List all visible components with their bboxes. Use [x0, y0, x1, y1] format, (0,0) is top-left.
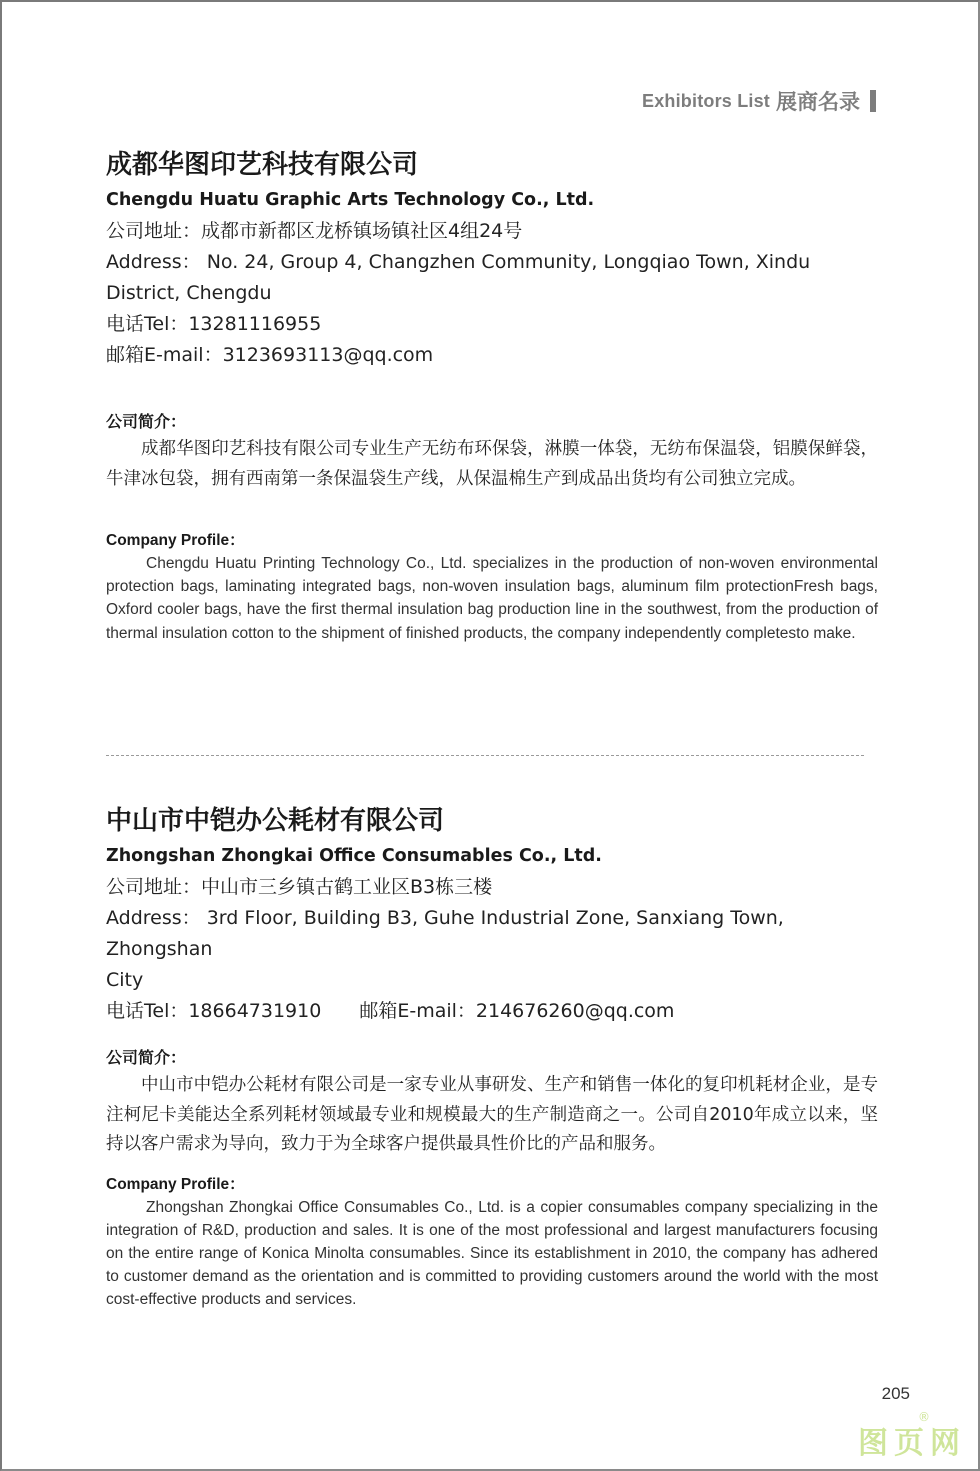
- contact-line: [106, 996, 878, 1027]
- company-name-en: Chengdu Huatu Graphic Arts Technology Co., Ltd.: [106, 190, 595, 210]
- address-en-line2: City: [106, 969, 144, 991]
- profile-cn-title: 公司简介：: [106, 412, 187, 431]
- watermark-logo: [858, 1410, 966, 1462]
- registered-mark-icon: ®: [918, 1410, 930, 1424]
- profile-en-title: Company Profile：: [106, 1175, 245, 1193]
- tel: 电话Tel：13281116955: [106, 313, 322, 335]
- address-en: [106, 247, 878, 309]
- profile-en-text: Zhongshan Zhongkai Office Consumables Co., Ltd. is a copier consumables company specializing in the integration of R&D, production and sales. It is one of the most professional and largest manufacturers focusing on the entire range of Konica Minolta consumables. Since its establishment in 2010, the company has adhered to customer demand as the orientation and is committed to providing customers around the world with the most cost-effective products and services.: [106, 1198, 878, 1309]
- address-en-line1: Address： 3rd Floor, Building B3, Guhe Industrial Zone, Sanxiang Town, Zhongshan: [106, 907, 784, 960]
- header-bar-decoration: [870, 90, 876, 112]
- company-name-cn: 中山市中铠办公耗材有限公司: [106, 806, 445, 836]
- company-entry: [106, 802, 878, 1312]
- email: 邮箱E-mail：214676260@qq.com: [359, 1000, 675, 1022]
- profile-en-title: Company Profile：: [106, 532, 245, 549]
- profile-cn-text: 中山市中铠办公耗材有限公司是一家专业从事研发、生产和销售一体化的复印机耗材企业，是专注柯尼卡美能达全系列耗材领域最专业和规模最大的生产制造商之一。公司自2010年成立以来，坚持以客户需求为导向，致力于为全球客户提供最具性价比的产品和服务。: [106, 1075, 878, 1154]
- company-entry: [106, 146, 878, 645]
- profile-en-text: Chengdu Huatu Printing Technology Co., Ltd. specializes in the production of non-woven environmental protection bags, laminating integrated bags, non-woven insulation bags, aluminum film protectionFresh bags, Oxford cooler bags, have the first thermal insulation bag production line in the southwest, from the production of thermal insulation cotton to the shipment of finished products, the company independently completesto make.: [106, 555, 878, 642]
- email: 邮箱E-mail：3123693113@qq.com: [106, 344, 434, 366]
- company-name-en: Zhongshan Zhongkai Office Consumables Co., Ltd.: [106, 846, 602, 866]
- profile-cn-text: 成都华图印艺科技有限公司专业生产无纺布环保袋，淋膜一体袋，无纺布保温袋，铝膜保鲜袋，牛津冰包袋，拥有西南第一条保温袋生产线，从保温棉生产到成品出货均有公司独立完成。: [106, 439, 878, 489]
- company-name-cn: 成都华图印艺科技有限公司: [106, 150, 419, 180]
- header-title-cn: 展商名录: [776, 90, 860, 114]
- address-cn: 公司地址：成都市新都区龙桥镇场镇社区4组24号: [106, 220, 523, 242]
- watermark-text: 图页网: [858, 1426, 966, 1461]
- address-cn: 公司地址：中山市三乡镇古鹤工业区B3栋三楼: [106, 876, 493, 898]
- address-en-line2: District, Chengdu: [106, 282, 272, 304]
- page-number: 205: [881, 1384, 910, 1403]
- address-en-line1: Address： No. 24, Group 4, Changzhen Community, Longqiao Town, Xindu: [106, 251, 811, 273]
- page-header: [642, 86, 876, 116]
- tel: 电话Tel：18664731910: [106, 1000, 322, 1022]
- header-title-en: Exhibitors List: [641, 90, 770, 111]
- section-divider: [106, 755, 864, 756]
- address-en: [106, 903, 878, 996]
- profile-cn-title: 公司简介：: [106, 1048, 187, 1067]
